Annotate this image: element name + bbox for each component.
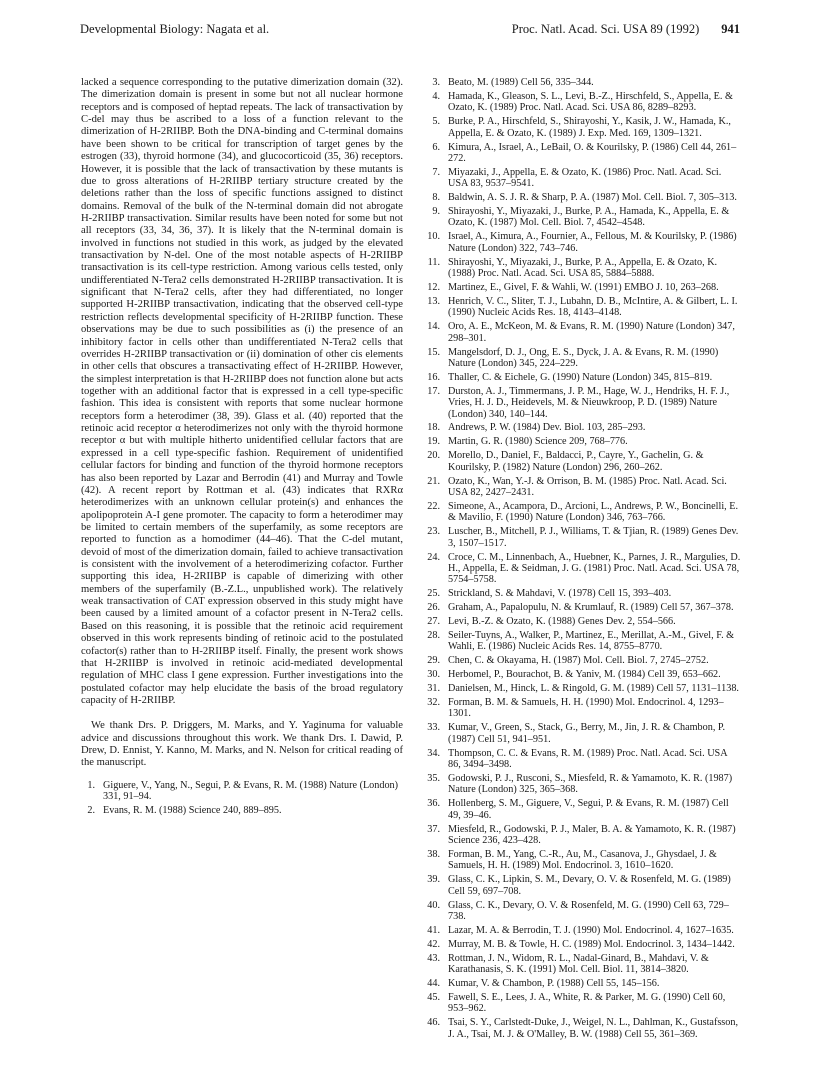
reference-text: Durston, A. J., Timmermans, J. P. M., Hage, W. J., Hendriks, H. F. J., Vries, H. J. D., Heidevels, M. & Nieuwkroop, P. D. (1989) Nature (London) 340, 140–144. — [448, 385, 730, 420]
reference-item — [426, 282, 742, 293]
reference-item — [426, 824, 742, 847]
reference-item — [426, 849, 742, 872]
reference-item — [426, 900, 742, 923]
reference-item — [426, 436, 742, 447]
reference-text: Andrews, P. W. (1984) Dev. Biol. 103, 285–293. — [448, 422, 646, 434]
reference-number: 3. — [432, 77, 440, 88]
reference-item — [426, 953, 742, 976]
reference-item — [426, 526, 742, 549]
reference-number: 17. — [427, 385, 440, 397]
reference-text: Mangelsdorf, D. J., Ong, E. S., Dyck, J. A. & Evans, R. M. (1990) Nature (London) 345, 224–229. — [448, 346, 719, 369]
reference-text: Luscher, B., Mitchell, P. J., Williams, T. & Tjian, R. (1989) Genes Dev. 3, 1507–1517. — [448, 526, 739, 549]
reference-text: Morello, D., Daniel, F., Baldacci, P., Cayre, Y., Gachelin, G. & Kourilsky, P. (1982) Nature (London) 296, 260–262. — [448, 450, 704, 473]
reference-text: Shirayoshi, Y., Miyazaki, J., Burke, P. A., Appella, E. & Ozato, K. (1988) Proc. Natl. Acad. Sci. USA 85, 5884–5888. — [448, 256, 718, 280]
reference-number: 42. — [427, 938, 440, 950]
reference-number: 21. — [427, 475, 440, 487]
right-column — [426, 77, 742, 1042]
reference-text: Danielsen, M., Hinck, L. & Ringold, G. M. (1989) Cell 57, 1131–1138. — [448, 683, 739, 695]
reference-number: 1. — [87, 779, 95, 791]
reference-item — [426, 257, 742, 280]
reference-text: Giguere, V., Yang, N., Segui, P. & Evans, R. M. (1988) Nature (London) 331, 91–94. — [103, 779, 399, 803]
reference-item — [426, 321, 742, 344]
running-header — [80, 18, 740, 40]
reference-number: 46. — [427, 1017, 440, 1029]
reference-text: Lazar, M. A. & Berrodin, T. J. (1990) Mol. Endocrinol. 4, 1627–1635. — [448, 924, 734, 936]
reference-item — [426, 386, 742, 420]
reference-number: 6. — [432, 141, 440, 153]
reference-item — [426, 798, 742, 821]
reference-item — [426, 978, 742, 989]
reference-text: Martinez, E., Givel, F. & Wahli, W. (1991) EMBO J. 10, 263–268. — [448, 282, 719, 293]
reference-number: 8. — [432, 192, 440, 204]
reference-number: 16. — [427, 371, 440, 383]
acknowledgment-paragraph: We thank Drs. P. Driggers, M. Marks, and Y. Yaginuma for valuable advice and discussions throughout this work. We thank Drs. I. Dawid, P. Drew, D. Ennist, Y. Kanno, M. Marks, and N. Nelson for critical reading of the manuscript. — [81, 720, 403, 769]
reference-item — [426, 992, 742, 1015]
header-journal-info — [512, 18, 740, 40]
left-column — [81, 77, 403, 820]
reference-text: Baldwin, A. S. J. R. & Sharp, P. A. (1987) Mol. Cell. Biol. 7, 305–313. — [448, 192, 737, 204]
reference-text: Beato, M. (1989) Cell 56, 335–344. — [448, 77, 594, 88]
reference-text: Burke, P. A., Hirschfeld, S., Shirayoshi, Y., Kasik, J. W., Hamada, K., Appella, E. & Ozato, K. (1989) J. Exp. Med. 169, 1309–1321. — [448, 116, 731, 139]
reference-text: Levi, B.-Z. & Ozato, K. (1988) Genes Dev. 2, 554–566. — [448, 616, 676, 628]
reference-number: 31. — [427, 683, 440, 695]
reference-text: Ozato, K., Wan, Y.-J. & Orrison, B. M. (1985) Proc. Natl. Acad. Sci. USA 82, 2427–2431. — [448, 475, 727, 498]
reference-text: Kumar, V., Green, S., Stack, G., Berry, M., Jin, J. R. & Chambon, P. (1987) Cell 51, 941–951. — [448, 722, 726, 745]
reference-item — [426, 167, 742, 190]
reference-number: 39. — [427, 874, 440, 886]
reference-number: 33. — [427, 722, 440, 734]
reference-text: Graham, A., Papalopulu, N. & Krumlauf, R. (1989) Cell 57, 367–378. — [448, 602, 734, 614]
reference-item — [426, 347, 742, 370]
reference-number: 2. — [87, 805, 95, 817]
reference-item — [426, 192, 742, 203]
reference-number: 12. — [427, 282, 440, 293]
reference-number: 36. — [427, 798, 440, 810]
reference-item — [426, 231, 742, 254]
reference-text: Miesfeld, R., Godowski, P. J., Maler, B. A. & Yamamoto, K. R. (1987) Science 236, 423–428. — [448, 823, 736, 846]
reference-number: 5. — [432, 116, 440, 128]
reference-item — [81, 780, 403, 803]
reference-item — [426, 552, 742, 586]
reference-number: 28. — [427, 629, 440, 641]
reference-number: 22. — [427, 500, 440, 512]
reference-number: 26. — [427, 602, 440, 614]
reference-number: 4. — [432, 90, 440, 102]
reference-number: 34. — [427, 747, 440, 759]
reference-item — [426, 748, 742, 771]
reference-item — [426, 450, 742, 473]
reference-number: 45. — [427, 991, 440, 1003]
reference-text: Strickland, S. & Mahdavi, V. (1978) Cell 15, 393–403. — [448, 588, 672, 600]
header-section-author: Developmental Biology: Nagata et al. — [80, 22, 270, 36]
reference-item — [426, 372, 742, 383]
reference-item — [426, 501, 742, 524]
reference-number: 43. — [427, 952, 440, 964]
reference-text: Thaller, C. & Eichele, G. (1990) Nature (London) 345, 815–819. — [448, 371, 713, 383]
reference-number: 30. — [427, 669, 440, 681]
reference-text: Murray, M. B. & Towle, H. C. (1989) Mol. Endocrinol. 3, 1434–1442. — [448, 938, 735, 950]
reference-text: Tsai, S. Y., Carlstedt-Duke, J., Weigel, N. L., Dahlman, K., Gustafsson, J. A., Tsai, M. J. & O'Malley, B. W. (1988) Cell 55, 361–369. — [448, 1017, 739, 1040]
reference-text: Forman, B. M. & Samuels, H. H. (1990) Mol. Endocrinol. 4, 1293–1301. — [448, 697, 724, 720]
reference-number: 37. — [427, 823, 440, 835]
reference-item — [426, 142, 742, 165]
reference-item — [426, 1017, 742, 1040]
reference-number: 35. — [427, 772, 440, 784]
reference-item — [426, 683, 742, 694]
reference-item — [426, 296, 742, 319]
reference-item — [426, 697, 742, 720]
reference-text: Oro, A. E., McKeon, M. & Evans, R. M. (1990) Nature (London) 347, 298–301. — [448, 321, 735, 344]
reference-item — [426, 116, 742, 139]
reference-item — [426, 939, 742, 950]
reference-number: 15. — [427, 346, 440, 358]
reference-text: Forman, B. M., Yang, C.-R., Au, M., Casanova, J., Ghysdael, J. & Samuels, H. H. (1989) Mol. Endocrinol. 3, 1610–1620. — [448, 848, 717, 872]
reference-number: 11. — [427, 256, 440, 268]
reference-item — [426, 206, 742, 229]
reference-number: 14. — [427, 321, 440, 333]
reference-text: Seiler-Tuyns, A., Walker, P., Martinez, E., Merillat, A.-M., Givel, F. & Wahli, E. (1986) Nucleic Acids Res. 14, 8755–8770. — [448, 629, 735, 653]
reference-item — [426, 722, 742, 745]
reference-number: 19. — [427, 436, 440, 448]
reference-text: Croce, C. M., Linnenbach, A., Huebner, K., Parnes, J. R., Margulies, D. H., Appella, E. & Seidman, J. G. (1981) Proc. Natl. Acad. Sci. USA 78, 5754–5758. — [448, 551, 741, 586]
reference-item — [426, 476, 742, 499]
reference-text: Kumar, V. & Chambon, P. (1988) Cell 55, 145–156. — [448, 977, 660, 989]
reference-text: Chen, C. & Okayama, H. (1987) Mol. Cell. Biol. 7, 2745–2752. — [448, 655, 709, 667]
reference-text: Glass, C. K., Lipkin, S. M., Devary, O. V. & Rosenfeld, M. G. (1989) Cell 59, 697–708. — [448, 874, 731, 897]
reference-text: Simeone, A., Acampora, D., Arcioni, L., Andrews, P. W., Boncinelli, E. & Mavilio, F. (1990) Nature (London) 346, 763–766. — [448, 500, 739, 524]
reference-text: Glass, C. K., Devary, O. V. & Rosenfeld, M. G. (1990) Cell 63, 729–738. — [448, 899, 729, 922]
reference-text: Thompson, C. C. & Evans, R. M. (1989) Proc. Natl. Acad. Sci. USA 86, 3494–3498. — [448, 747, 728, 771]
reference-item — [426, 588, 742, 599]
reference-number: 27. — [427, 616, 440, 628]
reference-text: Hamada, K., Gleason, S. L., Levi, B.-Z., Hirschfeld, S., Appella, E. & Ozato, K. (1989) Proc. Natl. Acad. Sci. USA 86, 8289–8293. — [448, 90, 733, 114]
reference-item — [426, 874, 742, 897]
reference-number: 29. — [427, 655, 440, 667]
reference-number: 23. — [427, 526, 440, 538]
reference-number: 18. — [427, 422, 440, 434]
reference-item — [81, 805, 403, 817]
reference-item — [426, 422, 742, 433]
discussion-paragraph: lacked a sequence corresponding to the putative dimerization domain (32). The dimerization domain is present in some but not all nuclear hormone receptors and is composed of heptad repeats. The lack of transactivation by C-del may thus be ascribed to a loss of a function relevant to the dimerization of H-2RIIBP. Both the DNA-binding and C-terminal domains have been shown to be critical for transcription of target genes by the estrogen (33), thyroid hormone (34), and glucocorticoid (35, 36) receptors. However, it is possible that the lack of transactivation by these mutants is due to gross alterations of H-2RIIBP tertiary structure created by the deletions rather than the loss of specific functions assigned to distinct domains. Removal of the bulk of the N-terminal domain did not abrogate H-2RIIBP transactivation. Similar results have been noted for some but not all receptors (33, 34, 36, 37). It is likely that the N-terminal domain is involved in functions not studied in this work, as judged by the elevated transactivation by N-del. One of the most notable aspects of H-2RIIBP transactivation is its cell-type restriction. Among various cells tested, only undifferentiated N-Tera2 cells demonstrated H-2RIIBP transactivation. It is significant that N-Tera2 cells, after they had differentiated, no longer supported H-2RIIBP transactivation, indicating that the observed cell-type restriction reflects developmental specificity of H-2RIIBP function. These observations may be due to such possibilities as (i) the presence of an inhibitory factor in cells other than undifferentiated N-Tera2 cells that overrides H-2RIIBP transactivation or (ii) domination of other cis elements in other cells that obscures a transactivating effect of H-2RIIBP. However, the simplest interpretation is that H-2RIIBP does not function alone but acts together with an additional factor that is expressed in a cell type-specific fashion. This idea is consistent with reports that some nuclear hormone receptors form a heterodimer (38, 39). Glass et al. (40) reported that the retinoic acid receptor α heterodimerizes not only with the thyroid hormone receptor α but with multiple hitherto unidentified cellular factors that are expressed in a cell type-specific fashion. Requirement of unidentified cellular factors for binding and function of the thyroid hormone receptors has also been reported by Lazar and Berrodin (41) and Murray and Towle (42). A recent report by Rottman et al. (43) indicates that RXRα heterodimerizes with an unknown cellular protein(s) and enhances the apolipoprotein A-I gene promoter. The capacity to form a heterodimer may be limited to certain members of the superfamily, as some receptors are reported to function as a homodimer (44–46). That the C-del mutant, devoid of most of the dimerization domain, failed to achieve transactivation is consistent with the involvement of a heterodimerizing cofactor. Further supporting this idea, H-2RIIBP is capable of dimerizing with other members of the superfamily (B.-Z.L., unpublished work). The relatively weak transactivation of CAT expression observed in this study might have been caused by a limited amount of a cofactor present in N-Tera2 cells. Based on this reasoning, it is possible that the retinoic acid requirement observed in this work represents binding of retinoic acid to the postulated cofactor(s) rather than to H-2RIIBP itself. Finally, the present work shows that H-2RIIBP is involved in retinoic acid-mediated developmental regulation of MHC class I gene expression. Further investigations into the postulated cofactor may help elucidate the basis of the broad regulatory capacity of H-2RIIBP. — [81, 77, 403, 706]
reference-text: Rottman, J. N., Widom, R. L., Nadal-Ginard, B., Mahdavi, V. & Karathanasis, S. K. (1991) Mol. Cell. Biol. 11, 3814–3820. — [448, 952, 709, 976]
reference-text: Martin, G. R. (1980) Science 209, 768–776. — [448, 436, 628, 448]
reference-number: 7. — [432, 166, 440, 178]
reference-text: Godowski, P. J., Rusconi, S., Miesfeld, R. & Yamamoto, K. R. (1987) Nature (London) 325, 365–368. — [448, 772, 733, 796]
header-journal-citation: Proc. Natl. Acad. Sci. USA 89 (1992) — [511, 22, 700, 36]
reference-number: 13. — [427, 295, 440, 307]
reference-item — [426, 655, 742, 666]
reference-item — [426, 616, 742, 627]
reference-item — [426, 91, 742, 114]
reference-number: 10. — [427, 231, 440, 243]
reference-list-left — [81, 780, 403, 817]
reference-item — [426, 925, 742, 936]
reference-number: 25. — [427, 588, 440, 600]
reference-number: 38. — [427, 848, 440, 860]
page-number: 941 — [721, 22, 740, 36]
reference-text: Israel, A., Kimura, A., Fournier, A., Fellous, M. & Kourilsky, P. (1986) Nature (London) 322, 743–746. — [448, 231, 737, 254]
reference-number: 32. — [427, 697, 440, 708]
reference-list-right — [426, 77, 742, 1040]
reference-text: Kimura, A., Israel, A., LeBail, O. & Kourilsky, P. (1986) Cell 44, 261–272. — [448, 141, 737, 164]
reference-number: 41. — [427, 924, 440, 936]
reference-number: 20. — [427, 450, 440, 462]
reference-text: Herbomel, P., Bourachot, B. & Yaniv, M. (1984) Cell 39, 653–662. — [448, 669, 721, 681]
reference-number: 40. — [427, 899, 440, 911]
reference-number: 9. — [432, 206, 440, 218]
reference-number: 44. — [427, 977, 440, 989]
reference-text: Henrich, V. C., Sliter, T. J., Lubahn, D. B., McIntire, A. & Gilbert, L. I. (1990) Nucleic Acids Res. 18, 4143–4148. — [448, 295, 738, 319]
reference-text: Miyazaki, J., Appella, E. & Ozato, K. (1986) Proc. Natl. Acad. Sci. USA 83, 9537–9541. — [448, 166, 722, 190]
reference-item — [426, 669, 742, 680]
reference-item — [426, 602, 742, 613]
reference-text: Hollenberg, S. M., Giguere, V., Segui, P. & Evans, R. M. (1987) Cell 49, 39–46. — [448, 798, 729, 821]
reference-item — [426, 630, 742, 653]
reference-text: Shirayoshi, Y., Miyazaki, J., Burke, P. A., Hamada, K., Appella, E. & Ozato, K. (1987) Mol. Cell. Biol. 7, 4542–4548. — [448, 206, 730, 229]
reference-text: Fawell, S. E., Lees, J. A., White, R. & Parker, M. G. (1990) Cell 60, 953–962. — [448, 991, 726, 1015]
reference-text: Evans, R. M. (1988) Science 240, 889–895. — [103, 805, 282, 817]
reference-item — [426, 773, 742, 796]
reference-item — [426, 77, 742, 88]
reference-number: 24. — [427, 551, 440, 563]
